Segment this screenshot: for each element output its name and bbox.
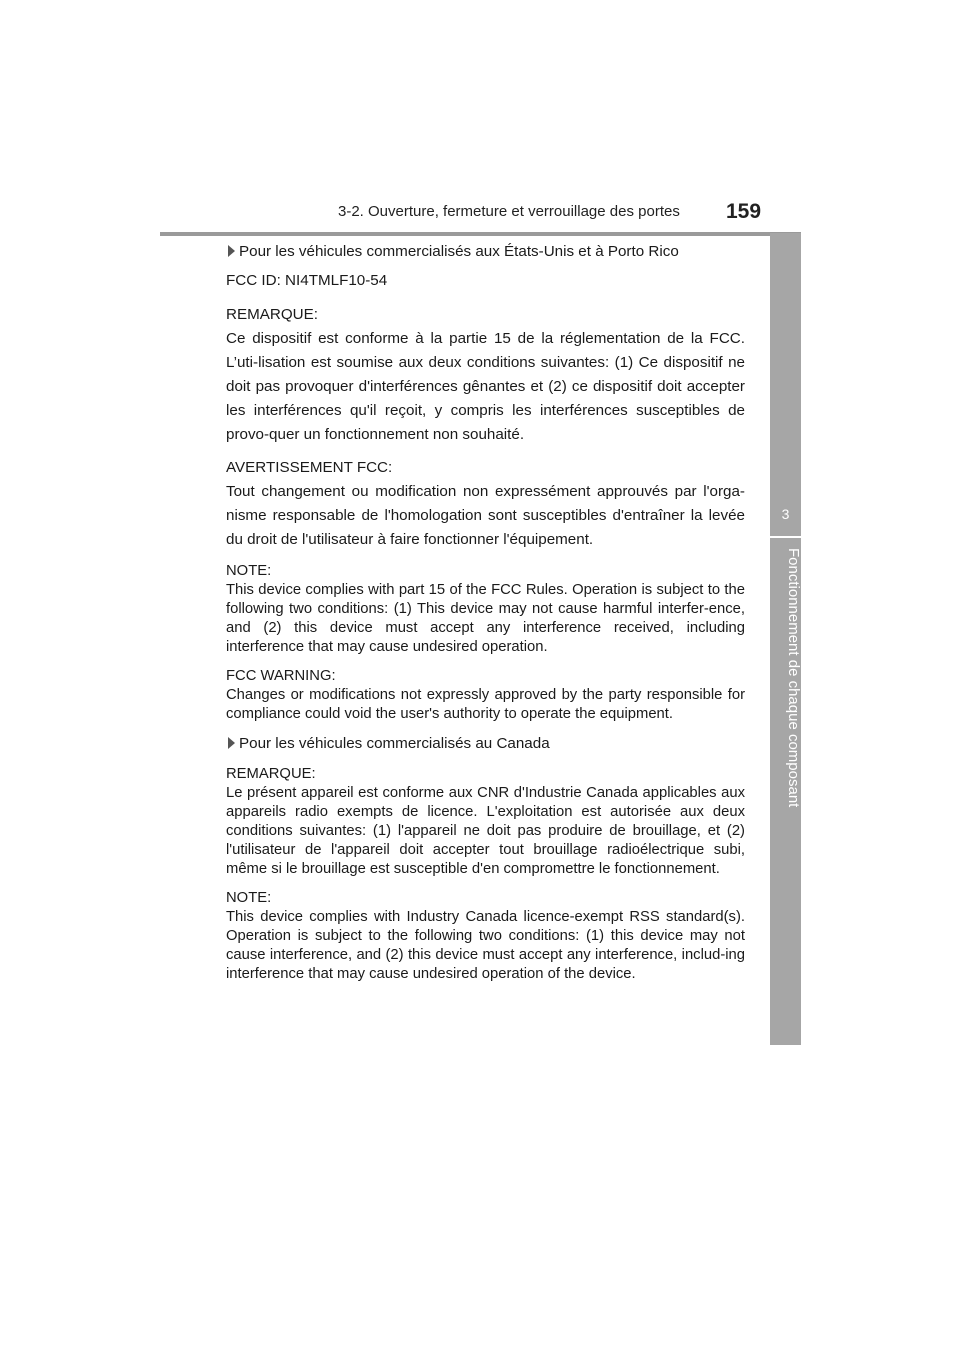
- triangle-bullet-icon: [228, 245, 235, 257]
- remarque-ca-title: REMARQUE:: [226, 766, 316, 782]
- note-ca: [226, 889, 745, 984]
- avertissement-fcc: [226, 456, 745, 552]
- bullet-us-vehicles: [226, 240, 745, 264]
- remarque-ca: [226, 765, 745, 879]
- bullet-canada-vehicles: [226, 732, 745, 756]
- fcc-id: FCC ID: NI4TMLF10-54: [226, 272, 388, 289]
- fcc-warning-body: Changes or modifications not expressly approved by the party responsible for compliance could void the user's authority to operate the equipment.: [226, 687, 745, 722]
- note-us-title: NOTE:: [226, 563, 272, 579]
- note-ca-title: NOTE:: [226, 890, 272, 906]
- chapter-title: Fonctionnement de chaque composant: [785, 548, 802, 808]
- main-content: [226, 238, 745, 984]
- chapter-number: 3: [781, 505, 790, 522]
- bullet-us-text: Pour les véhicules commercialisés aux États-Unis et à Porto Rico: [239, 243, 679, 260]
- remarque-ca-body: Le présent appareil est conforme aux CNR d'Industrie Canada applicables aux appareils radio exempts de licence. L'exploitation est autorisée aux deux conditions suivantes: (1) l'appareil ne doit pas produire de brouillage, et (2) l'utilisateur de l'appareil doit accepter tout brouillage radioélectrique subi, même si le brouillage est susceptible d'en compromettre le fonctionnement.: [226, 785, 745, 877]
- avertissement-body: Tout changement ou modification non expressément approuvés par l'orga-nisme responsable de l'homologation sont susceptibles d'entraîner la levée du droit de l'utilisateur à faire fonctionner l'équipement.: [226, 483, 745, 548]
- fcc-warning: [226, 667, 745, 724]
- header-rule: [160, 232, 801, 236]
- section-title: 3-2. Ouverture, fermeture et verrouillage des portes: [338, 203, 680, 220]
- remarque-fr-title: REMARQUE:: [226, 306, 318, 323]
- note-us: [226, 562, 745, 657]
- remarque-fr-body: Ce dispositif est conforme à la partie 15 de la réglementation de la FCC. L’uti-lisation est soumise aux deux conditions suivantes: (1) Ce dispositif ne doit pas provoquer d'interférences gênantes et (2) ce dispositif doit accepter les interférences qu'il reçoit, y compris les interférences susceptibles de provo-quer un fonctionnement non souhaité.: [226, 330, 745, 443]
- side-tab-divider: [770, 536, 801, 538]
- page-number: 159: [726, 200, 762, 223]
- fcc-warning-title: FCC WARNING:: [226, 668, 336, 684]
- bullet-canada-text: Pour les véhicules commercialisés au Canada: [239, 735, 550, 752]
- note-ca-body: This device complies with Industry Canada licence-exempt RSS standard(s). Operation is subject to the following two conditions: (1) this device may not cause interference, and (2) this device must accept any interference, includ-ing interference that may cause undesired operation of the device.: [226, 909, 745, 982]
- note-us-body: This device complies with part 15 of the FCC Rules. Operation is subject to the following two conditions: (1) This device may not cause harmful interfer-ence, and (2) this device must accept any interference received, including interference that may cause undesired operation.: [226, 582, 745, 655]
- triangle-bullet-icon: [228, 737, 235, 749]
- avertissement-title: AVERTISSEMENT FCC:: [226, 459, 393, 476]
- remarque-fr: [226, 303, 745, 447]
